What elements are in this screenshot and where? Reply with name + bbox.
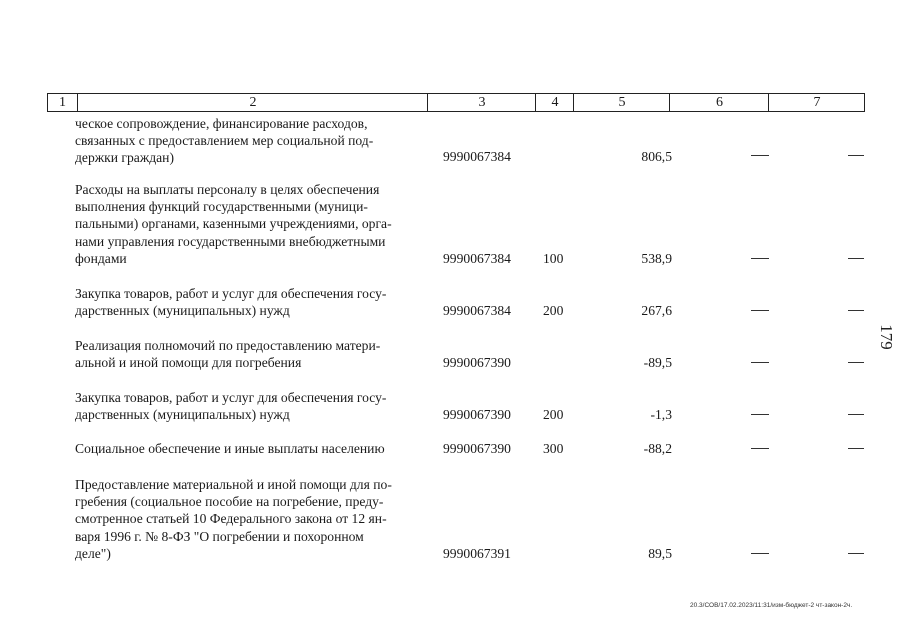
dash-column-7 (848, 155, 864, 156)
dash-column-6 (751, 362, 769, 363)
description-line: нами управления государственными внебюджетными (75, 233, 386, 249)
description-line: Реализация полномочий по предоставлению матери- (75, 338, 381, 353)
description-line: варя 1996 г. № 8-ФЗ "О погребении и похоронном (75, 528, 364, 544)
description-line: гребения (социальное пособие на погребение, преду- (75, 494, 384, 510)
row-description (75, 181, 427, 267)
column-number-7: 7 (768, 94, 865, 111)
target-code: 9990067390 (443, 441, 511, 456)
description-line: Расходы на выплаты персоналу в целях обеспечения (75, 182, 380, 197)
description-line: Предоставление материальной и иной помощи для по- (75, 477, 392, 492)
row-description (75, 440, 427, 457)
description-line: держки граждан) (75, 150, 174, 166)
row-description (75, 476, 427, 562)
column-number-6: 6 (669, 94, 769, 111)
amount: -88,2 (643, 441, 672, 456)
row-description (75, 115, 427, 167)
amount: 89,5 (648, 546, 672, 561)
description-line: деле") (75, 545, 111, 561)
dash-column-6 (751, 310, 769, 311)
description-line: пальными) органами, казенными учреждениями, орга- (75, 216, 392, 232)
amount: -89,5 (643, 355, 672, 370)
description-line: фондами (75, 250, 127, 266)
column-number-2: 2 (77, 94, 428, 111)
page-number: 179 (877, 324, 896, 350)
target-code: 9990067390 (443, 355, 511, 370)
description-line: Социальное обеспечение и иные выплаты населению (75, 441, 385, 456)
dash-column-6 (751, 258, 769, 259)
amount: 538,9 (641, 251, 672, 266)
amount: 806,5 (641, 149, 672, 164)
dash-column-7 (848, 553, 864, 554)
expense-type: 300 (543, 441, 564, 456)
target-code: 9990067384 (443, 149, 511, 164)
description-line: ческое сопровождение, финансирование расходов, (75, 116, 368, 131)
description-line: связанных с предоставлением мер социальной под- (75, 133, 374, 149)
footer-stamp: 20.3/СОВ/17.02.2023/11:31/изм-бюджет-2 чт-закон-2ч. (690, 602, 853, 609)
column-number-3: 3 (427, 94, 536, 111)
dash-column-7 (848, 310, 864, 311)
dash-column-6 (751, 414, 769, 415)
description-line: Закупка товаров, работ и услуг для обеспечения госу- (75, 286, 387, 301)
row-description (75, 389, 427, 423)
expense-type: 100 (543, 251, 564, 266)
expense-type: 200 (543, 303, 564, 318)
description-line: альной и иной помощи для погребения (75, 355, 302, 371)
description-line: дарственных (муниципальных) нужд (75, 303, 290, 319)
column-number-header (47, 93, 865, 112)
amount: -1,3 (650, 407, 672, 422)
dash-column-7 (848, 362, 864, 363)
row-description (75, 285, 427, 319)
dash-column-7 (848, 448, 864, 449)
description-line: выполнения функций государственными (муници- (75, 199, 368, 215)
target-code: 9990067384 (443, 251, 511, 266)
column-number-4: 4 (535, 94, 574, 111)
target-code: 9990067390 (443, 407, 511, 422)
dash-column-6 (751, 155, 769, 156)
column-number-1: 1 (59, 95, 66, 110)
target-code: 9990067384 (443, 303, 511, 318)
description-line: дарственных (муниципальных) нужд (75, 407, 290, 423)
target-code: 9990067391 (443, 546, 511, 561)
dash-column-6 (751, 553, 769, 554)
dash-column-7 (848, 258, 864, 259)
row-description (75, 337, 427, 371)
expense-type: 200 (543, 407, 564, 422)
column-number-5: 5 (573, 94, 670, 111)
dash-column-6 (751, 448, 769, 449)
description-line: Закупка товаров, работ и услуг для обеспечения госу- (75, 390, 387, 405)
dash-column-7 (848, 414, 864, 415)
amount: 267,6 (641, 303, 672, 318)
description-line: смотренное статьей 10 Федерального закона от 12 ян- (75, 511, 387, 527)
